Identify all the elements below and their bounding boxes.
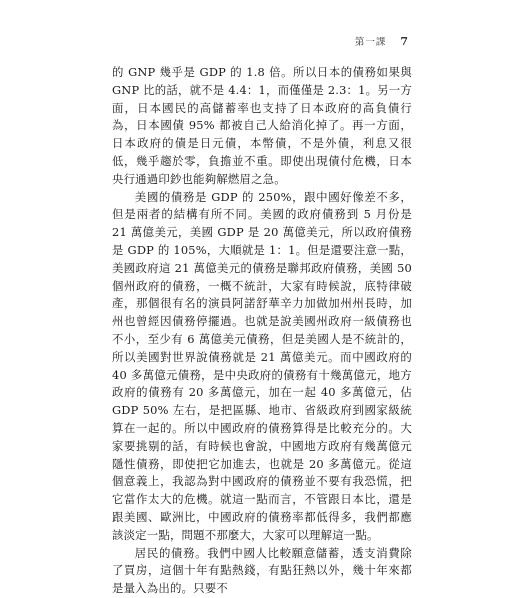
body-text	[112, 64, 412, 598]
page-number: 7	[400, 35, 408, 48]
paragraph: 的 GNP 幾乎是 GDP 的 1.8 倍。所以日本的債務如果與 GNP 比的話，就不是 4.4：1，而僅僅是 2.3：1。另一方面，日本國民的高儲蓄率也支持了日本政府的高負債行為，日本國債 95% 都被自己人給消化掉了。再一方面，日本政府的債是日元債，本幣債，不是外債，利息又很低，幾乎趨於零，負擔並不重。即使出現債付危機，日本央行通過印鈔也能夠解燃眉之急。	[112, 65, 412, 186]
running-header	[355, 34, 408, 48]
paragraph: 居民的債務。我們中國人比較願意儲蓄，透支消費除了買房，這個十年有點熱錢，有點狂熱以外，幾十年來都是量入為出的。只要不	[112, 545, 412, 596]
chapter-title: 第一課	[354, 37, 387, 48]
paragraph: 美國的債務是 GDP 的 250%，跟中國好像差不多，但是兩者的結構有所不同。美國的政府債務到 5 月份是 21 萬億美元，美國 GDP 是 20 萬億美元，所以政府債務是 GDP 的 105%，大順就是 1：1。但是還要注意一點，美國政府這 21 萬億美元的債務是聯邦政府債務，美國 50 個州政府的債務，一概不統計，大家有時候說，底特律破產，那個很有名的演員阿諾舒華辛力加做加州州長時，加州也曾經因債務停擺過。也就是說美國州政府一級債務也不小，至少有 6 萬億美元債務，但是美國人是不統計的，所以美國對世界說債務就是 21 萬億美元。而中國政府的 40 多萬億元債務，是中央政府的債務有十幾萬億元，地方政府的債務有 20 多萬億元，加在一起 40 多萬億元，佔 GDP 50% 左右，是把區縣、地市、省級政府到國家級統算在一起的。所以中國政府的債務算得是比較充分的。大家要挑剔的話，有時候也會說，中國地方政府有幾萬億元隱性債務，即使把它加進去，也就是 20 多萬億元。從這個意義上，我認為對中國政府的債務並不要有我恐慌，把它當作太大的危機。就這一點而言，不管跟日本比，還是跟美國、歐洲比，中國政府的債務率都低得多，我們都應該淡定一點，問題不那麼大，大家可以理解這一點。	[112, 189, 412, 542]
